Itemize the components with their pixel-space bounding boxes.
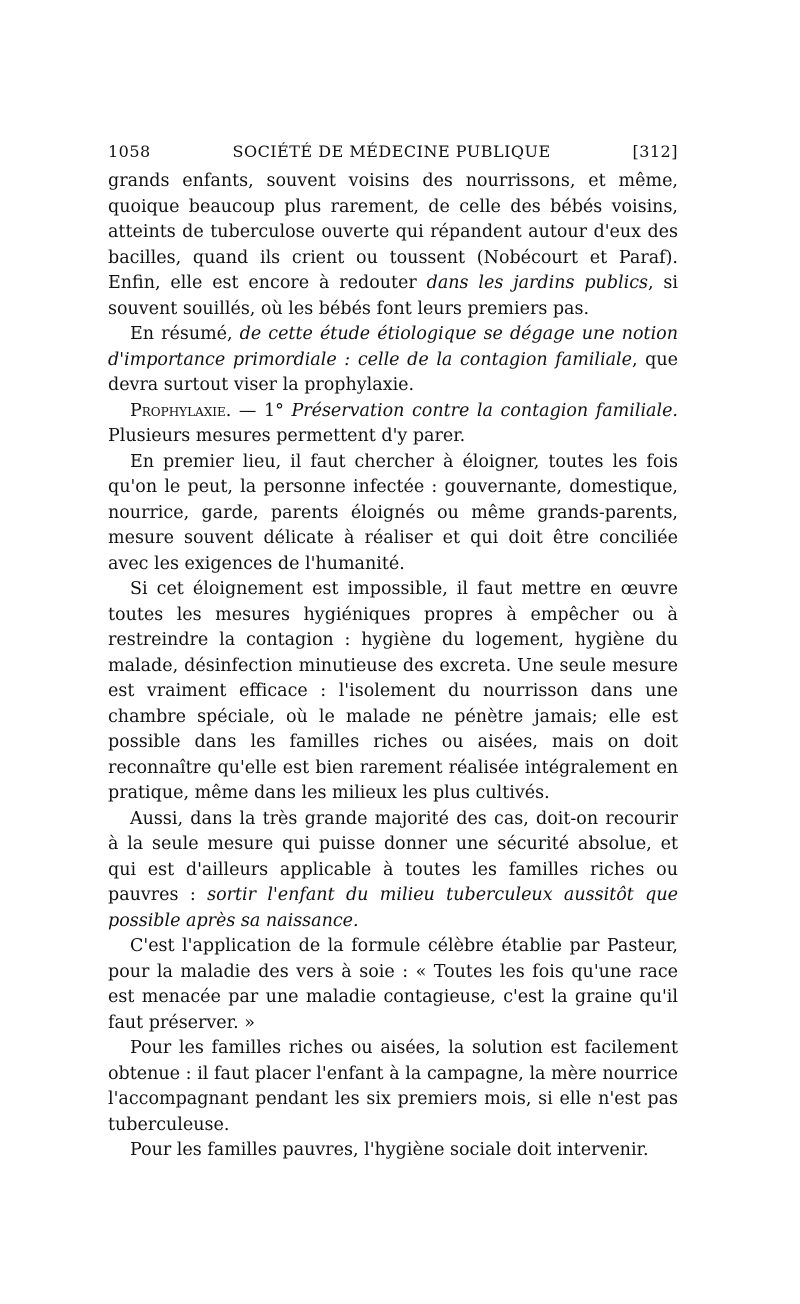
paragraph-4 [108, 450, 678, 578]
document-page [108, 142, 678, 1164]
paragraph-2-text: En résumé, [130, 324, 240, 344]
paragraph-1-italic: dans les jardins publics [426, 273, 648, 293]
paragraph-3 [108, 399, 678, 450]
paragraph-7 [108, 934, 678, 1036]
paragraph-2-text-2: , que devra surtout viser la prophylaxie. [108, 349, 678, 395]
running-title: SOCIÉTÉ DE MÉDECINE PUBLIQUE [232, 142, 551, 161]
paragraph-2-italic: de cette étude étiologique se dégage une notion d'importance primordiale : celle de la contagion familiale [108, 324, 678, 370]
paragraph-3-text: — 1° [231, 400, 292, 421]
paragraph-4-text: En premier lieu, il faut chercher à éloigner, toutes les fois qu'on le peut, la personne infectée : gouvernante, domestique, nourrice, garde, parents éloignés ou même grands-parents, mesure souvent délicate à réaliser et qui doit être conciliée avec les exigences de l'humanité. [108, 451, 678, 574]
paragraph-6 [108, 807, 678, 935]
paragraph-5 [108, 577, 678, 807]
paragraph-8 [108, 1036, 678, 1138]
page-number: 1058 [108, 142, 151, 161]
paragraph-9 [108, 1138, 678, 1164]
paragraph-7-text: C'est l'application de la formule célèbre établie par Pasteur, pour la maladie des vers à soie : « Toutes les fois qu'une race est menacée par une maladie contagieuse, c'est la graine qu'il faut préserver. » [108, 936, 678, 1033]
paragraph-1-text-2: , si souvent souillés, où les bébés font leurs premiers pas. [108, 273, 679, 319]
paragraph-2 [108, 322, 678, 399]
page-header [108, 142, 678, 161]
paragraph-3-text-2: Plusieurs mesures permettent d'y parer. [108, 426, 466, 446]
paragraph-3-italic: Préservation contre la contagion familiale. [291, 400, 678, 421]
paragraph-6-text: Aussi, dans la très grande majorité des cas, doit-on recourir à la seule mesure qui puisse donner une sécurité absolue, et qui est d'ailleurs applicable à toutes les familles riches ou pauvres : [108, 808, 678, 905]
bracket-number: [312] [632, 142, 678, 161]
paragraph-8-text: Pour les familles riches ou aisées, la solution est facilement obtenue : il faut placer l'enfant à la campagne, la mère nourrice l'accompagnant pendant les six premiers mois, si elle n'est pas tuberculeuse. [108, 1038, 678, 1135]
paragraph-1-text: grands enfants, souvent voisins des nourrissons, et même, quoique beaucoup plus rarement, de celle des bébés voisins, atteints de tuberculose ouverte qui répandent autour d'eux des bacilles, quand ils crient ou toussent (Nobécourt et Paraf). Enfin, elle est encore à redouter [108, 171, 678, 293]
paragraph-5-text: Si cet éloignement est impossible, il faut mettre en œuvre toutes les mesures hygiéniques propres à empêcher ou à restreindre la contagion : hygiène du logement, hygiène du malade, désinfection minutieuse des excreta. Une seule mesure est vraiment efficace : l'isolement du nourrisson dans une chambre spéciale, où le malade ne pénètre jamais; elle est possible dans les familles riches ou aisées, mais on doit reconnaître qu'elle est bien rarement réalisée intégralement en pratique, même dans les milieux les plus cultivés. [108, 579, 678, 803]
paragraph-9-text: Pour les familles pauvres, l'hygiène sociale doit intervenir. [130, 1140, 649, 1160]
paragraph-1 [108, 169, 678, 322]
body-text [108, 169, 678, 1164]
paragraph-6-italic: sortir l'enfant du milieu tuberculeux aussitôt que possible après sa naissance. [108, 885, 678, 931]
section-heading-prophylaxie: Prophylaxie. [130, 400, 232, 421]
